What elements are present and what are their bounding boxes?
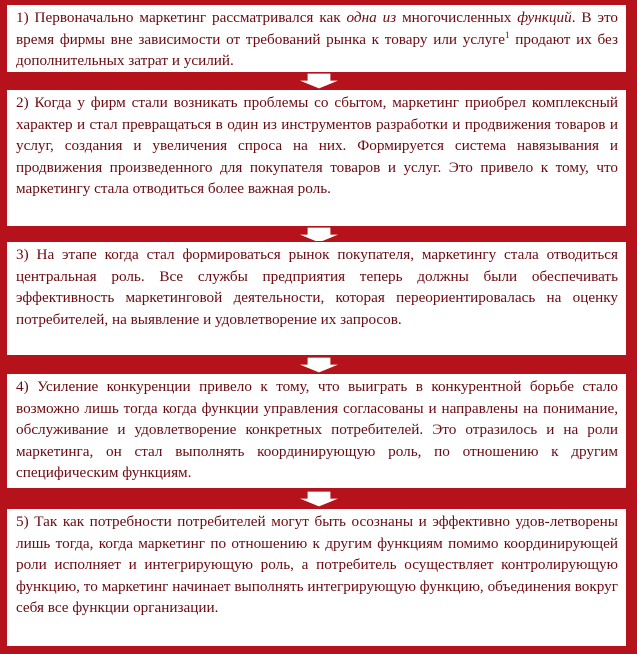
down-arrow-icon: [294, 73, 344, 89]
stage-3-text: 3) На этапе когда стал формироваться рынок покупателя, маркетингу стала отводиться центральная роль. Все службы предприятия теперь должны были обеспечивать эффективность маркетинговой деятельности, которая переориентировалась на оценку потребителей, на выявление и удовлетворение их запросов.: [16, 246, 618, 328]
stage-3-box: [6, 241, 627, 356]
stage-1-emphasis-2: функций: [517, 9, 572, 26]
stage-1-box: [6, 4, 627, 73]
stage-4-text: 4) Усиление конкуренции привело к тому, что выиграть в конкурентной борьбе стало возможно лишь тогда когда функции управления согласованы и направлены на понимание, обслуживание и удовлетворение конкретных потребителей. Это отразилось и на роли маркетинга, он стал выполнять координирующую роль, по отношению к другим специфическим функциям.: [16, 378, 618, 481]
stage-4-box: [6, 373, 627, 489]
footnote-marker: 1: [505, 29, 510, 40]
stage-5-text: 5) Так как потребности потребителей могут быть осознаны и эффективно удов-летворены лишь тогда, когда маркетинг по отношению к другим функциям помимо координирующей роли исполняет и интегрирующую роль, а потребитель осуществляет контролирующую функцию, то маркетинг начинает выполнять интегрирующую функцию, объединения вокруг себя все функции организации.: [16, 513, 618, 616]
stage-2-box: [6, 89, 627, 227]
stage-2-text: 2) Когда у фирм стали возникать проблемы со сбытом, маркетинг приобрел комплексный характер и стал превращаться в один из инструментов разработки и продвижения товаров и услуг, создания и увеличения спроса на них. Формируется система навязывания и продвижения произведенного для покупателя товаров и услуг. Это привело к тому, что маркетингу стала отводиться более важная роль.: [16, 94, 618, 197]
stage-5-box: [6, 508, 627, 647]
down-arrow-icon: [294, 357, 344, 373]
down-arrow-icon: [294, 491, 344, 507]
stage-1-text: 1) Первоначально маркетинг рассматривался как одна из многочисленных функций. В это время фирмы вне зависимости от требований рынка к товару или услуге$^1$ продают их без дополнительных затрат и усилий.: [16, 9, 619, 69]
stage-1-emphasis: одна из: [346, 9, 397, 26]
